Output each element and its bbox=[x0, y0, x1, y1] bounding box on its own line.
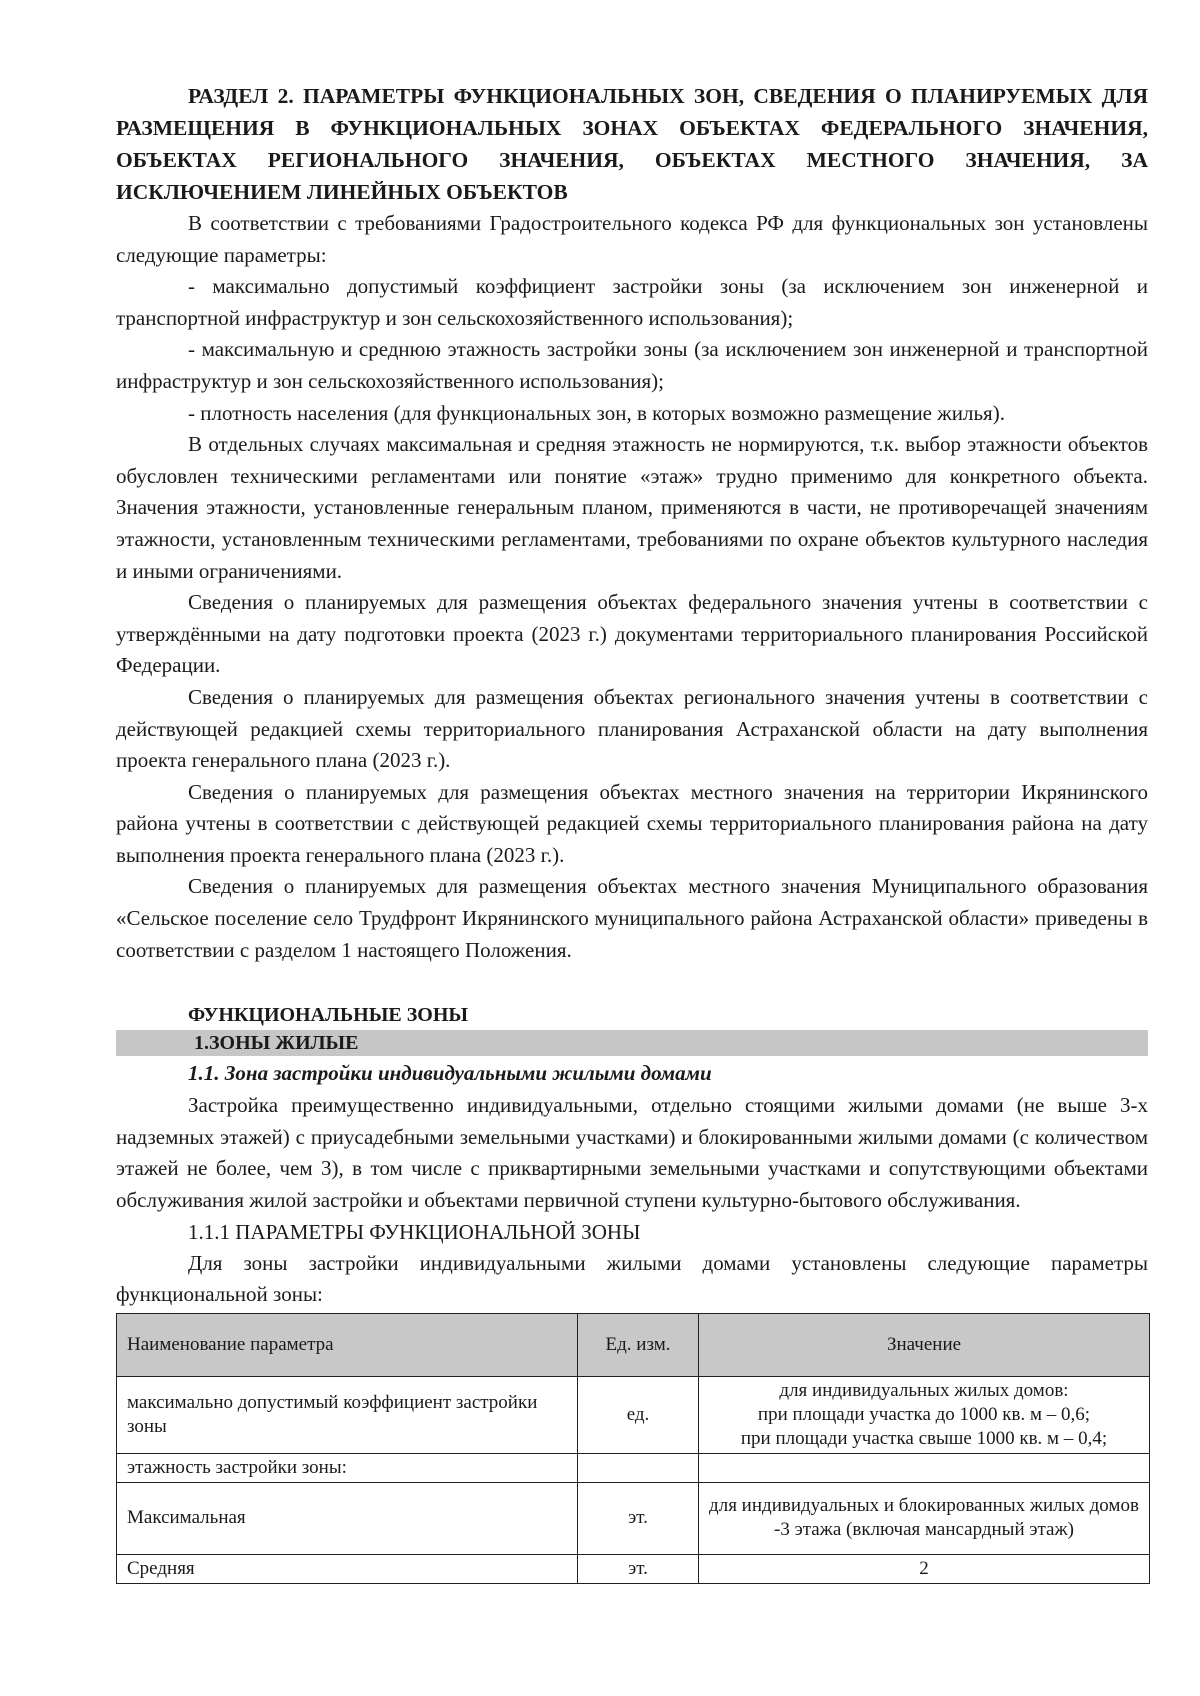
paragraph: В соответствии с требованиями Градостроительного кодекса РФ для функциональных зон установлены следующие параметры: bbox=[116, 211, 1148, 267]
list-item: - максимальную и среднюю этажность застройки зоны (за исключением зон инженерной и транспортной инфраструктур и зон сельскохозяйственного использования); bbox=[116, 337, 1148, 393]
parameters-table bbox=[116, 1313, 1150, 1584]
params-heading: 1.1.1 ПАРАМЕТРЫ ФУНКЦИОНАЛЬНОЙ ЗОНЫ bbox=[188, 1219, 641, 1244]
subzone-title: 1.1. Зона застройки индивидуальными жилыми домами bbox=[188, 1061, 712, 1086]
paragraph: Сведения о планируемых для размещения объектах регионального значения учтены в соответствии с действующей редакцией схемы территориального планирования Астраханской области на дату выполнения проекта генерального плана (2023 г.). bbox=[116, 684, 1148, 773]
table-row bbox=[117, 1453, 1150, 1482]
list-item: - плотность населения (для функциональных зон, в которых возможно размещение жилья). bbox=[188, 400, 1005, 425]
header-unit: Ед. изм. bbox=[578, 1313, 699, 1376]
table-row bbox=[117, 1554, 1150, 1583]
paragraph: Сведения о планируемых для размещения объектах федерального значения учтены в соответствии с утверждёнными на дату подготовки проекта (2023 г.) документами территориального планирования Российской Федерации. bbox=[116, 590, 1148, 678]
section-heading: РАЗДЕЛ 2. ПАРАМЕТРЫ ФУНКЦИОНАЛЬНЫХ ЗОН, СВЕДЕНИЯ О ПЛАНИРУЕМЫХ ДЛЯ РАЗМЕЩЕНИЯ В ФУНКЦИОНАЛЬНЫХ ЗОНАХ ОБЪЕКТАХ ФЕДЕРАЛЬНОГО ЗНАЧЕНИЯ, ОБЪЕКТАХ РЕГИОНАЛЬНОГО ЗНАЧЕНИЯ, ОБЪЕКТАХ МЕСТНОГО ЗНАЧЕНИЯ, ЗА ИСКЛЮЧЕНИЕМ ЛИНЕЙНЫХ ОБЪЕКТОВ bbox=[116, 84, 1148, 204]
paragraph: В отдельных случаях максимальная и средняя этажность не нормируются, т.к. выбор этажности объектов обусловлен техническими регламентами или понятие «этаж» трудно применимо для конкретного объекта. Значения этажности, установленные генеральным планом, применяются в части, не противоречащей значениям этажности, установленным техническими регламентами, требованиями по охране объектов культурного наследия и иными ограничениями. bbox=[116, 432, 1148, 583]
cell-value: для индивидуальных и блокированных жилых домов -3 этажа (включая мансардный этаж) bbox=[699, 1482, 1150, 1554]
list-item: - максимально допустимый коэффициент застройки зоны (за исключением зон инженерной и транспортной инфраструктур и зон сельскохозяйственного использования); bbox=[116, 274, 1148, 330]
table-header-row bbox=[117, 1313, 1150, 1376]
cell-name: максимально допустимый коэффициент застройки зоны bbox=[117, 1376, 578, 1453]
cell-unit: эт. bbox=[578, 1554, 699, 1583]
params-intro: Для зоны застройки индивидуальными жилыми домами установлены следующие параметры функциональной зоны: bbox=[116, 1250, 1148, 1307]
subzone-description: Застройка преимущественно индивидуальными, отдельно стоящими жилыми домами (не выше 3-х надземных этажей) с приусадебными земельными участками) и блокированными жилыми домами (с количеством этажей не более, чем 3), в том числе с приквартирными земельными участками и сопутствующими объектами обслуживания жилой застройки и объектами первичной ступени культурно-бытового обслуживания. bbox=[116, 1093, 1148, 1213]
cell-unit: ед. bbox=[578, 1376, 699, 1453]
table-row bbox=[117, 1482, 1150, 1554]
zone-category-bar: 1.ЗОНЫ ЖИЛЫЕ bbox=[116, 1030, 1148, 1056]
paragraph: Сведения о планируемых для размещения объектах местного значения Муниципального образования «Сельское поселение село Трудфронт Икрянинского муниципального района Астраханской области» приведены в соответствии с разделом 1 настоящего Положения. bbox=[116, 874, 1148, 962]
cell-name: этажность застройки зоны: bbox=[117, 1453, 578, 1482]
cell-name: Средняя bbox=[117, 1554, 578, 1583]
document-page bbox=[116, 80, 1148, 1584]
functional-zones-title: ФУНКЦИОНАЛЬНЫЕ ЗОНЫ bbox=[188, 1004, 469, 1027]
cell-value: для индивидуальных жилых домов: при площади участка до 1000 кв. м – 0,6; при площади участка свыше 1000 кв. м – 0,4; bbox=[699, 1376, 1150, 1453]
cell-unit: эт. bbox=[578, 1482, 699, 1554]
cell-name: Максимальная bbox=[117, 1482, 578, 1554]
cell-value bbox=[699, 1453, 1150, 1482]
table-row bbox=[117, 1376, 1150, 1453]
header-value: Значение bbox=[699, 1313, 1150, 1376]
cell-value: 2 bbox=[699, 1554, 1150, 1583]
cell-unit bbox=[578, 1453, 699, 1482]
header-parameter-name: Наименование параметра bbox=[117, 1313, 578, 1376]
paragraph: Сведения о планируемых для размещения объектах местного значения на территории Икрянинского района учтены в соответствии с действующей редакцией схемы территориального планирования района на дату выполнения проекта генерального плана (2023 г.). bbox=[116, 779, 1148, 867]
